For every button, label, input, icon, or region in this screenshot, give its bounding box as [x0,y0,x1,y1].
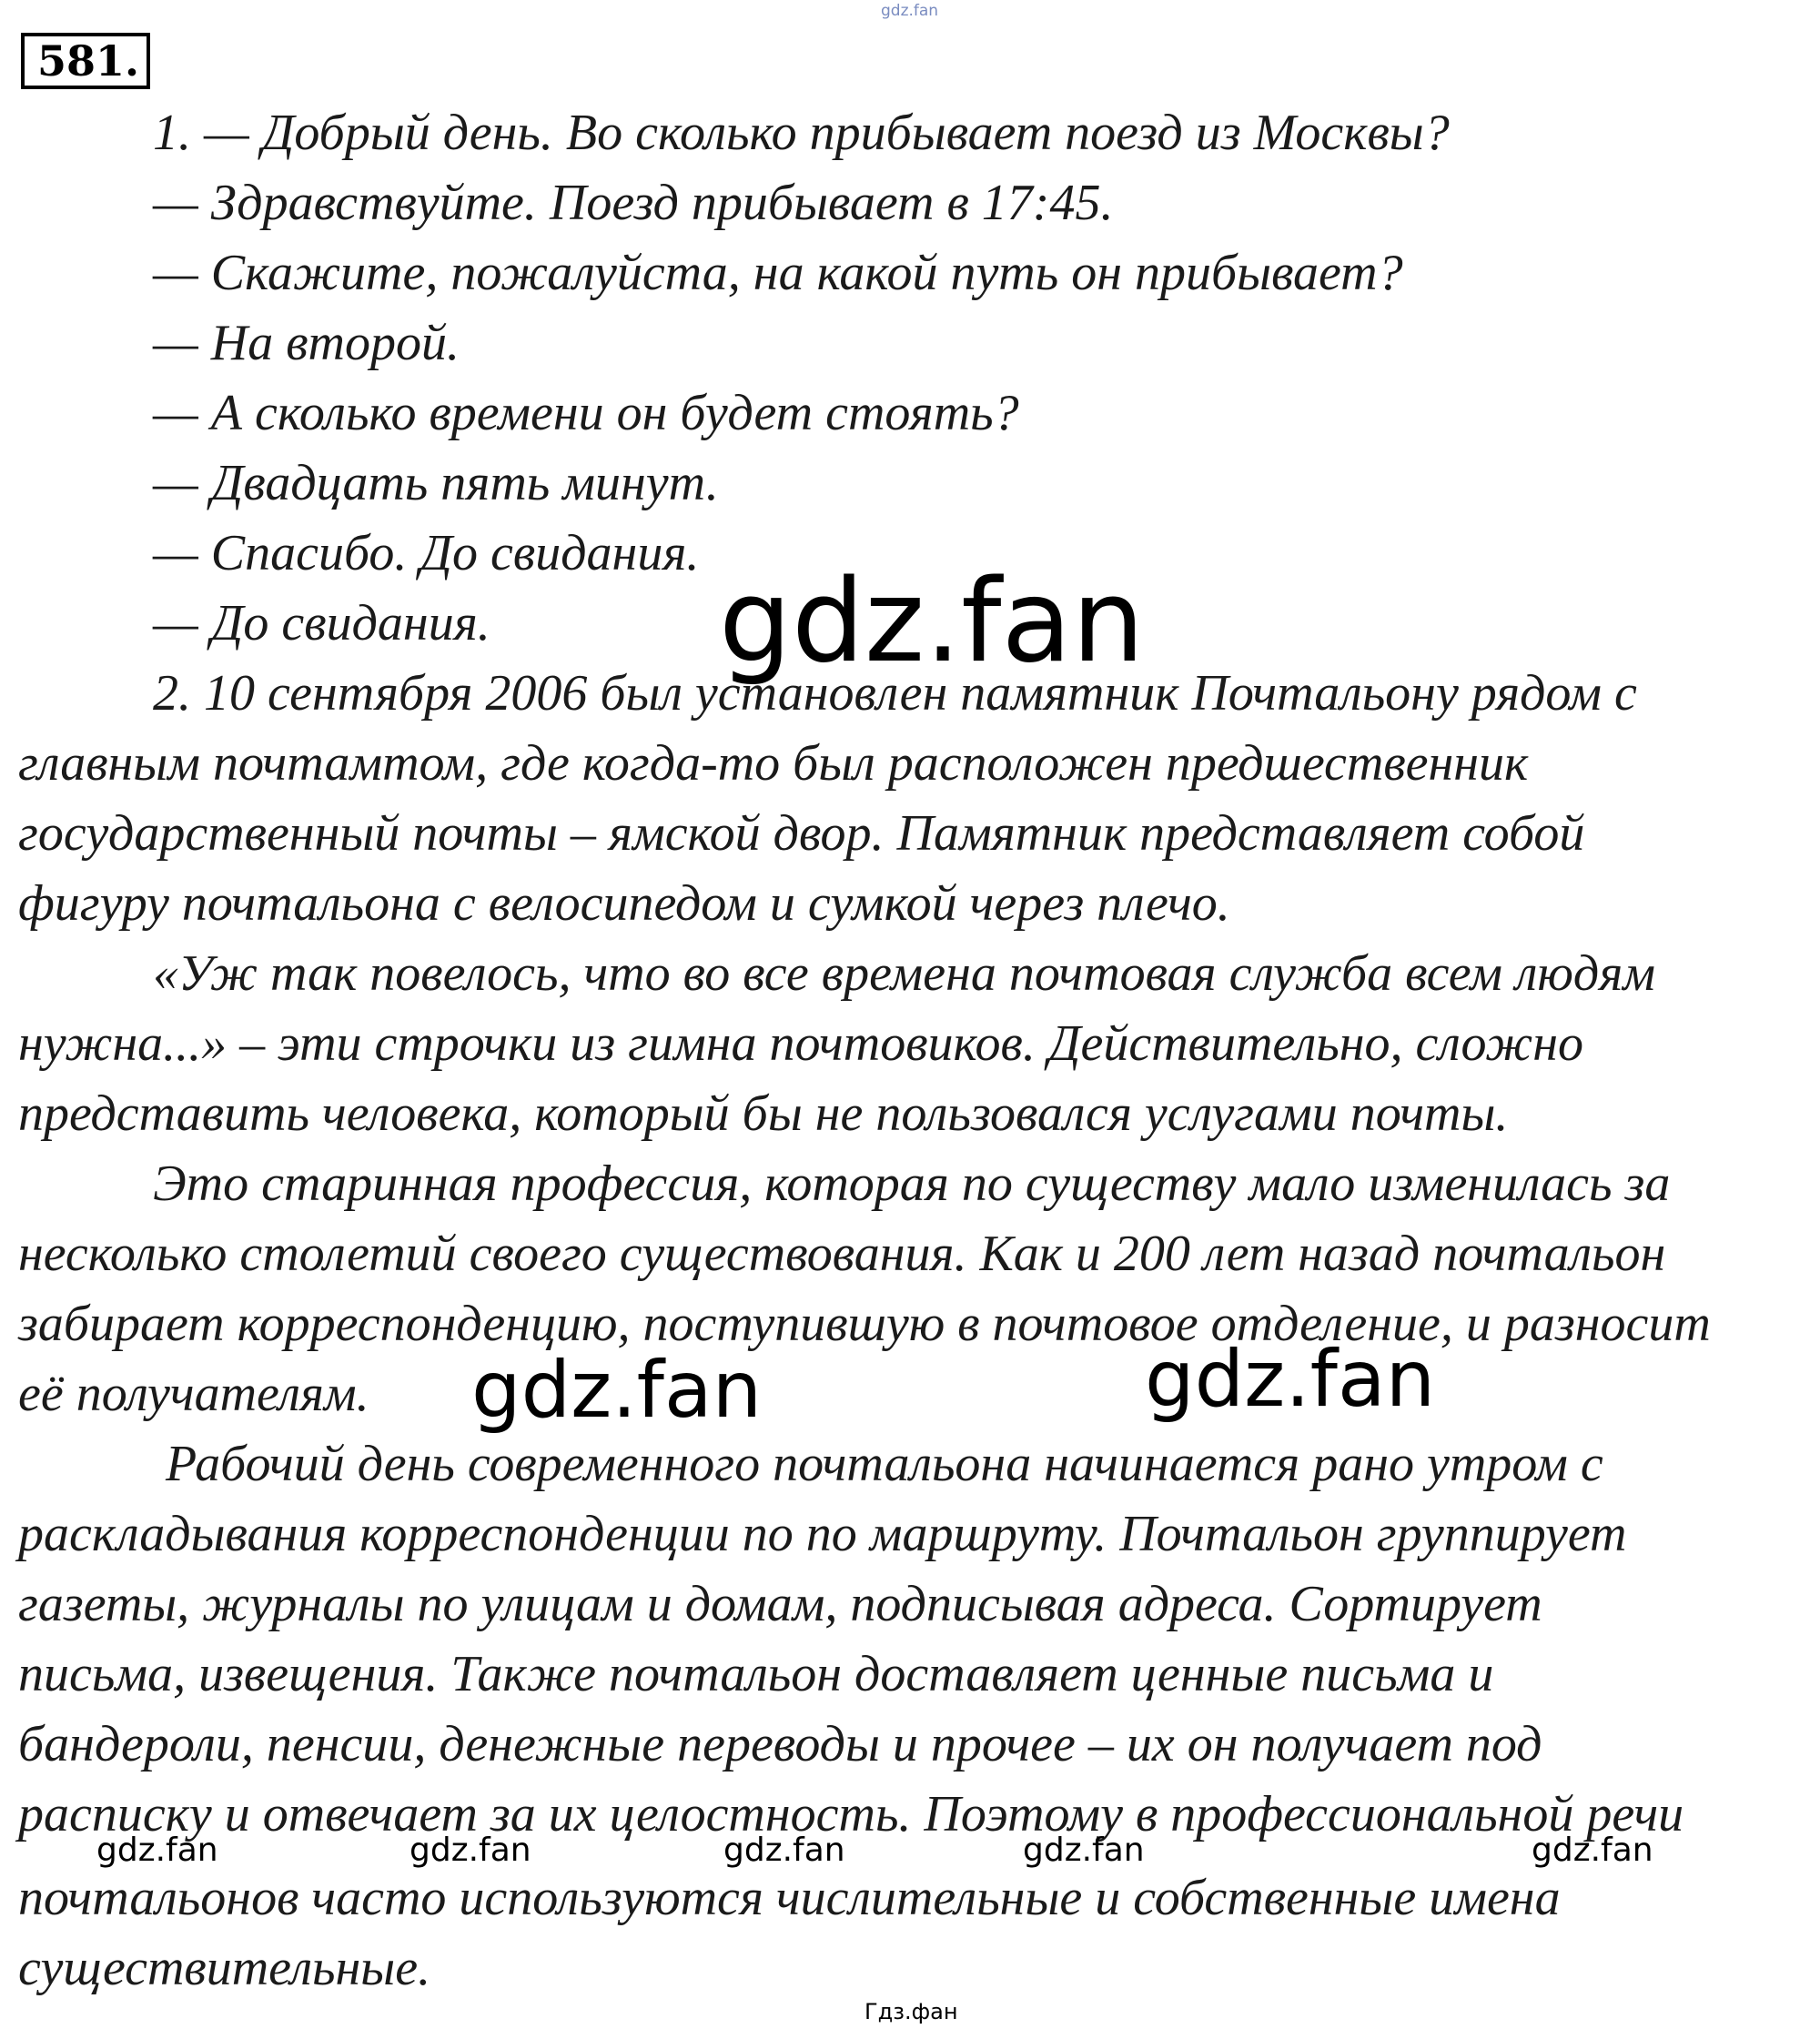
watermark-row-item: gdz.fan [1532,1832,1653,1869]
text-line: бандероли, пенсии, денежные переводы и прочее – их он получает под [18,1716,1542,1772]
text-line: представить человека, который бы не пользовался услугами почты. [18,1085,1509,1142]
watermark-row-item: gdz.fan [410,1832,531,1869]
text-line: забирает корреспонденцию, поступившую в почтовое отделение, и разносит [18,1296,1711,1352]
text-line: 2. 10 сентября 2006 был установлен памятник Почтальону рядом с [153,665,1637,722]
text-line: Рабочий день современного почтальона начинается рано утром с [166,1436,1603,1492]
text-line: фигуру почтальона с велосипедом и сумкой через плечо. [18,875,1230,932]
dialog-line: — Здравствуйте. Поезд прибывает в 17:45. [153,175,1114,231]
dialog-line: — А сколько времени он будет стоять? [153,385,1019,441]
text-line: нужна...» – эти строчки из гимна почтовиков. Действительно, сложно [18,1015,1583,1072]
text-line: почтальонов часто используются числительные и собственные имена [18,1870,1561,1926]
dialog-line: — Спасибо. До свидания. [153,525,700,581]
exercise-number: 581. [21,33,150,89]
text-line: расписку и отвечает за их целостность. Поэтому в профессиональной речи [18,1786,1684,1842]
text-line: несколько столетий своего существования. Как и 200 лет назад почтальон [18,1226,1666,1282]
text-line: раскладывания корреспонденции по по маршруту. Почтальон группирует [18,1506,1627,1562]
watermark-top: gdz.fan [881,2,939,20]
text-line: существительные. [18,1940,431,1996]
text-line: газеты, журналы по улицам и домам, подписывая адреса. Сортирует [18,1576,1542,1632]
dialog-line: — На второй. [153,315,460,371]
watermark-row-item: gdz.fan [1023,1832,1145,1869]
watermark-bottom: Гдз.фан [864,1999,958,2024]
watermark-mid-right: gdz.fan [1145,1334,1436,1425]
text-line: её получателям. [18,1366,369,1422]
text-line: Это старинная профессия, которая по существу мало изменилась за [153,1156,1671,1212]
dialog-line: 1. — Добрый день. Во сколько прибывает поезд из Москвы? [153,105,1450,161]
watermark-row-item: gdz.fan [96,1832,218,1869]
watermark-large: gdz.fan [719,554,1145,688]
dialog-line: — Скажите, пожалуйста, на какой путь он прибывает? [153,245,1403,301]
text-line: письма, извещения. Также почтальон доставляет ценные письма и [18,1646,1494,1702]
text-line: государственный почты – ямской двор. Памятник представляет собой [18,805,1585,862]
dialog-line: — Двадцать пять минут. [153,455,719,511]
dialog-line: — До свидания. [153,595,490,651]
text-line: «Уж так повелось, что во все времена почтовая служба всем людям [153,945,1655,1002]
watermark-mid-left: gdz.fan [471,1345,763,1436]
text-line: главным почтамтом, где когда-то был расположен предшественник [18,735,1529,792]
watermark-row-item: gdz.fan [723,1832,845,1869]
